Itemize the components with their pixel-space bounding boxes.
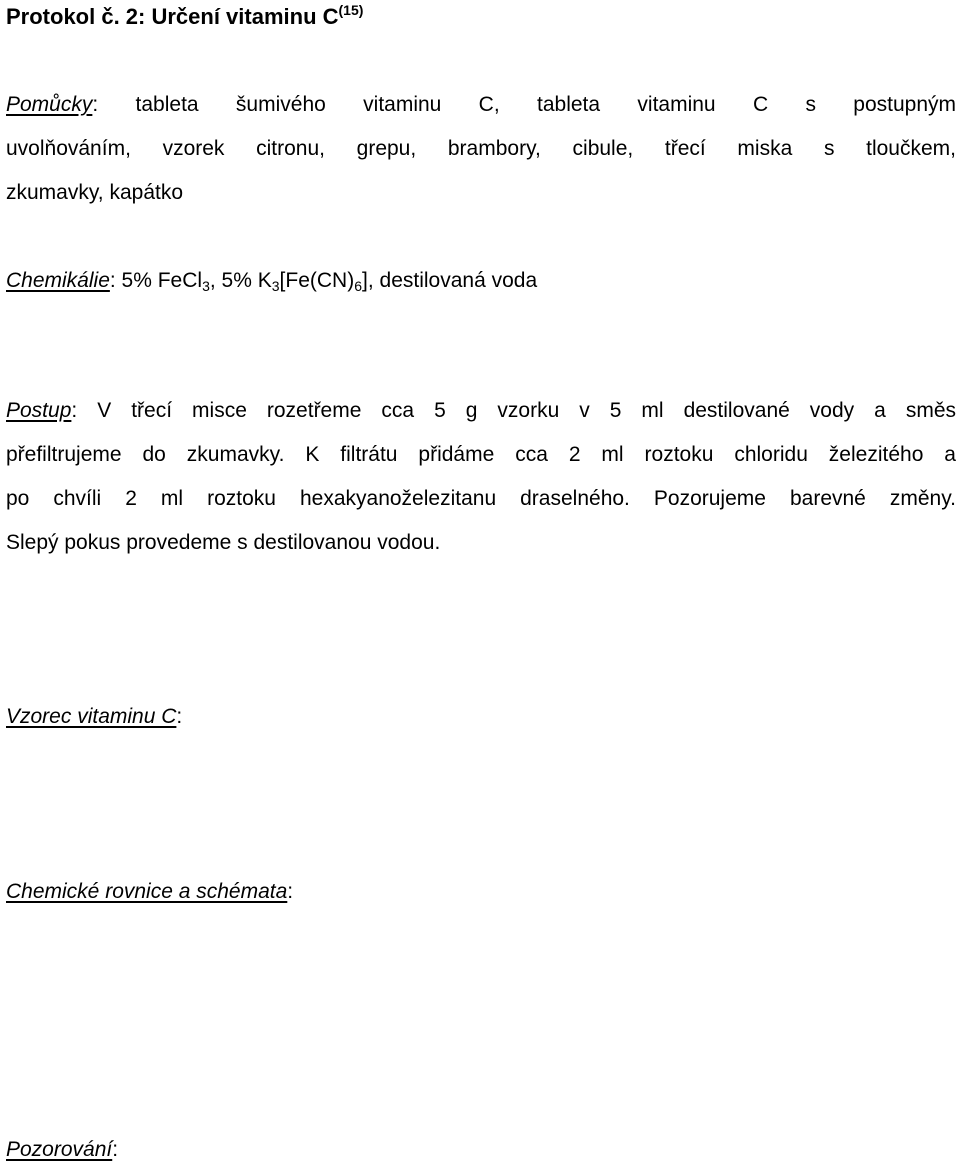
chemikalie-sub-1: 3: [202, 278, 210, 294]
chemikalie-part-4: ], destilovaná voda: [362, 269, 538, 292]
chemikalie-sub-3: 6: [354, 278, 363, 294]
title-reference: (15): [338, 2, 364, 18]
postup-line-2: přefiltrujeme do zkumavky. K filtrátu přidáme cca 2 ml roztoku chloridu železitého a: [6, 443, 956, 466]
chemikalie-part-2: , 5% K: [209, 269, 272, 292]
pozorovani-label: Pozorování: [6, 1138, 113, 1161]
vzorec-section: [6, 695, 960, 739]
chemikalie-part-3: [Fe(CN): [279, 269, 355, 292]
vzorec-heading: Vzorec vitaminu C:: [6, 705, 183, 728]
rovnice-heading: Chemické rovnice a schémata:: [6, 880, 294, 903]
chemikalie-label: Chemikálie: [6, 269, 110, 292]
pomucky-text-1: tableta šumivého vitaminu C, tableta vitaminu C s postupným: [135, 93, 957, 116]
chemikalie-section: [6, 259, 956, 303]
pomucky-line-1: Pomůcky: tableta šumivého vitaminu C, tableta vitaminu C s postupným: [6, 93, 957, 116]
pomucky-label: Pomůcky: [6, 93, 93, 116]
pozorovani-section: [6, 1128, 960, 1172]
postup-line-4: Slepý pokus provedeme s destilovanou vodou.: [6, 531, 441, 554]
page-title: [6, 2, 363, 32]
pozorovani-heading: Pozorování:: [6, 1138, 119, 1161]
pomucky-section: [6, 83, 956, 215]
vzorec-label: Vzorec vitaminu C: [6, 705, 177, 728]
chemikalie-part-1: 5% FeCl: [121, 269, 203, 292]
postup-line-3: po chvíli 2 ml roztoku hexakyanoželezitanu draselného. Pozorujeme barevné změny.: [6, 487, 956, 510]
title-text: Protokol č. 2: Určení vitaminu C: [6, 4, 339, 29]
chemikalie-line: Chemikálie: 5% FeCl$_3$, 5% $K_3[Fe(CN)_6]$, destilovaná voda: [6, 269, 538, 294]
chemikalie-sub-2: 3: [271, 278, 280, 294]
postup-line-1: Postup: V třecí misce rozetřeme cca 5 g vzorku v 5 ml destilované vody a směs: [6, 399, 956, 422]
postup-text-1: V třecí misce rozetřeme cca 5 g vzorku v 5 ml destilované vody a směs: [97, 399, 956, 422]
pomucky-line-3: zkumavky, kapátko: [6, 181, 184, 204]
rovnice-label: Chemické rovnice a schémata: [6, 880, 288, 903]
postup-section: [6, 389, 956, 565]
pomucky-line-2: uvolňováním, vzorek citronu, grepu, brambory, cibule, třecí miska s tloučkem,: [6, 137, 956, 160]
postup-label: Postup: [6, 399, 72, 422]
rovnice-section: [6, 870, 960, 914]
